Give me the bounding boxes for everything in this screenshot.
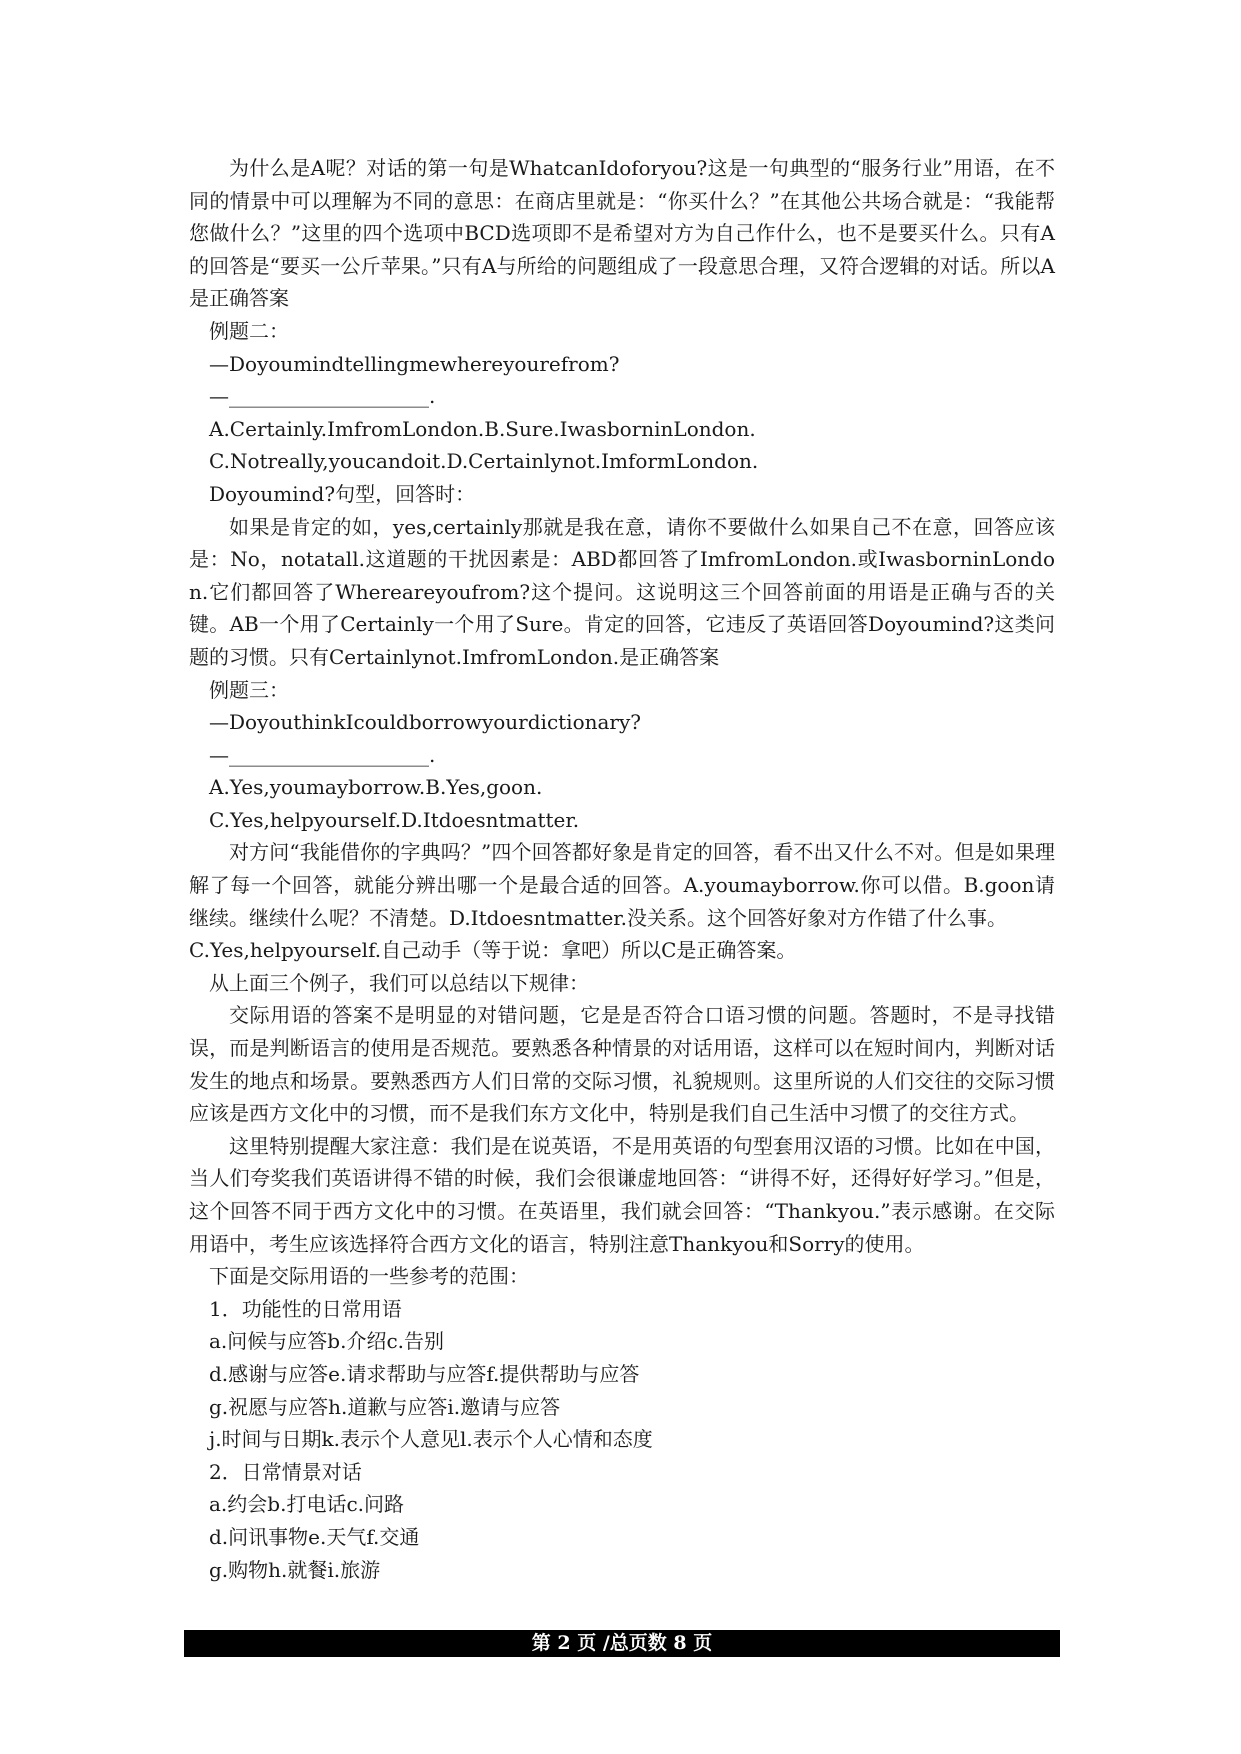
scope-section-1-item-abc: a.问候与应答b.介绍c.告别 (209, 1329, 444, 1354)
scope-section-1-item-jkl: j.时间与日期k.表示个人意见l.表示个人心情和态度 (209, 1427, 653, 1452)
page-footer (184, 1630, 1060, 1657)
example-2-options-ab: A.Certainly.ImfromLondon.B.Sure.IwasborninLondon. (209, 416, 756, 441)
scope-section-1-item-def: d.感谢与应答e.请求帮助与应答f.提供帮助与应答 (209, 1361, 640, 1386)
paragraph-explanation-1: 为什么是A呢？对话的第一句是WhatcanIdoforyou?这是一句典型的“服务行业”用语，在不同的情景中可以理解为不同的意思：在商店里就是：“你买什么？”在其他公共场合就是：“我能帮您做什么？”这里的四个选项中BCD选项即不是希望对方为自己作什么，也不是要买什么。只有A的回答是“要买一公斤苹果。”只有A与所给的问题组成了一段意思合理，又符合逻辑的对话。所以A是正确答案 (189, 156, 1055, 311)
example-2-options-cd: C.Notreally,youcandoit.D.Certainlynot.ImformLondon. (209, 449, 759, 474)
summary-intro: 从上面三个例子，我们可以总结以下规律： (209, 970, 589, 995)
scope-intro: 下面是交际用语的一些参考的范围： (209, 1264, 529, 1289)
example-3-answer-blank: —____________________. (209, 742, 436, 767)
paragraph-explanation-2: 如果是肯定的如，yes,certainly那就是我在意，请你不要做什么如果自己不在意，回答应该是：No，notatall.这道题的干扰因素是：ABD都回答了ImfromLondon.或IwasborninLondon.它们都回答了Whereareyoufrom?这个提问。这说明这三个回答前面的用语是正确与否的关键。AB一个用了Certainly一个用了Sure。肯定的回答，它违反了英语回答Doyoumind?这类问题的习惯。只有Certainlynot.ImfromLondon.是正确答案 (189, 514, 1055, 669)
paragraph-explanation-3: 对方问“我能借你的字典吗？”四个回答都好象是肯定的回答，看不出又什么不对。但是如果理解了每一个回答，就能分辨出哪一个是最合适的回答。A.youmayborrow.你可以借。B.goon请继续。继续什么呢？不清楚。D.Itdoesntmatter.没关系。这个回答好象对方作错了什么事。 (189, 840, 1055, 930)
example-3-options-cd: C.Yes,helpyourself.D.Itdoesntmatter. (209, 807, 580, 832)
paragraph-rules: 交际用语的答案不是明显的对错问题，它是是否符合口语习惯的问题。答题时，不是寻找错误，而是判断语言的使用是否规范。要熟悉各种情景的对话用语，这样可以在短时间内，判断对话发生的地点和场景。要熟悉西方人们日常的交际习惯，礼貌规则。这里所说的人们交往的交际习惯应该是西方文化中的习惯，而不是我们东方文化中，特别是我们自己生活中习惯了的交往方式。 (189, 1003, 1055, 1126)
scope-section-1-heading: 1．功能性的日常用语 (209, 1296, 402, 1321)
explanation-3-conclusion: C.Yes,helpyourself.自己动手（等于说：拿吧）所以C是正确答案。 (189, 938, 797, 963)
scope-section-2-heading: 2．日常情景对话 (209, 1459, 362, 1484)
page-number-label: 第 2 页 /总页数 8 页 (531, 1632, 713, 1654)
example-3-question: —DoyouthinkIcouldborrowyourdictionary? (209, 710, 642, 735)
scope-section-2-item-def: d.问讯事物e.天气f.交通 (209, 1524, 420, 1549)
paragraph-reminder: 这里特别提醒大家注意：我们是在说英语，不是用英语的句型套用汉语的习惯。比如在中国，当人们夸奖我们英语讲得不错的时候，我们会很谦虚地回答：“讲得不好，还得好好学习。”但是，这个回答不同于西方文化中的习惯。在英语里，我们就会回答：“Thankyou.”表示感谢。在交际用语中，考生应该选择符合西方文化的语言，特别注意Thankyou和Sorry的使用。 (189, 1133, 1055, 1256)
example-2-question: —Doyoumindtellingmewhereyourefrom? (209, 351, 620, 376)
example-2-heading: 例题二： (209, 318, 289, 343)
scope-section-1-item-ghi: g.祝愿与应答h.道歉与应答i.邀请与应答 (209, 1394, 561, 1419)
example-2-answer-blank: —____________________. (209, 384, 436, 409)
example-3-heading: 例题三： (209, 677, 289, 702)
scope-section-2-item-abc: a.约会b.打电话c.问路 (209, 1492, 404, 1517)
scope-section-2-item-ghi: g.购物h.就餐i.旅游 (209, 1557, 381, 1582)
example-3-options-ab: A.Yes,youmayborrow.B.Yes,goon. (209, 775, 543, 800)
document-body (189, 152, 1055, 1586)
example-2-pattern-note: Doyoumind?句型，回答时： (209, 481, 476, 506)
